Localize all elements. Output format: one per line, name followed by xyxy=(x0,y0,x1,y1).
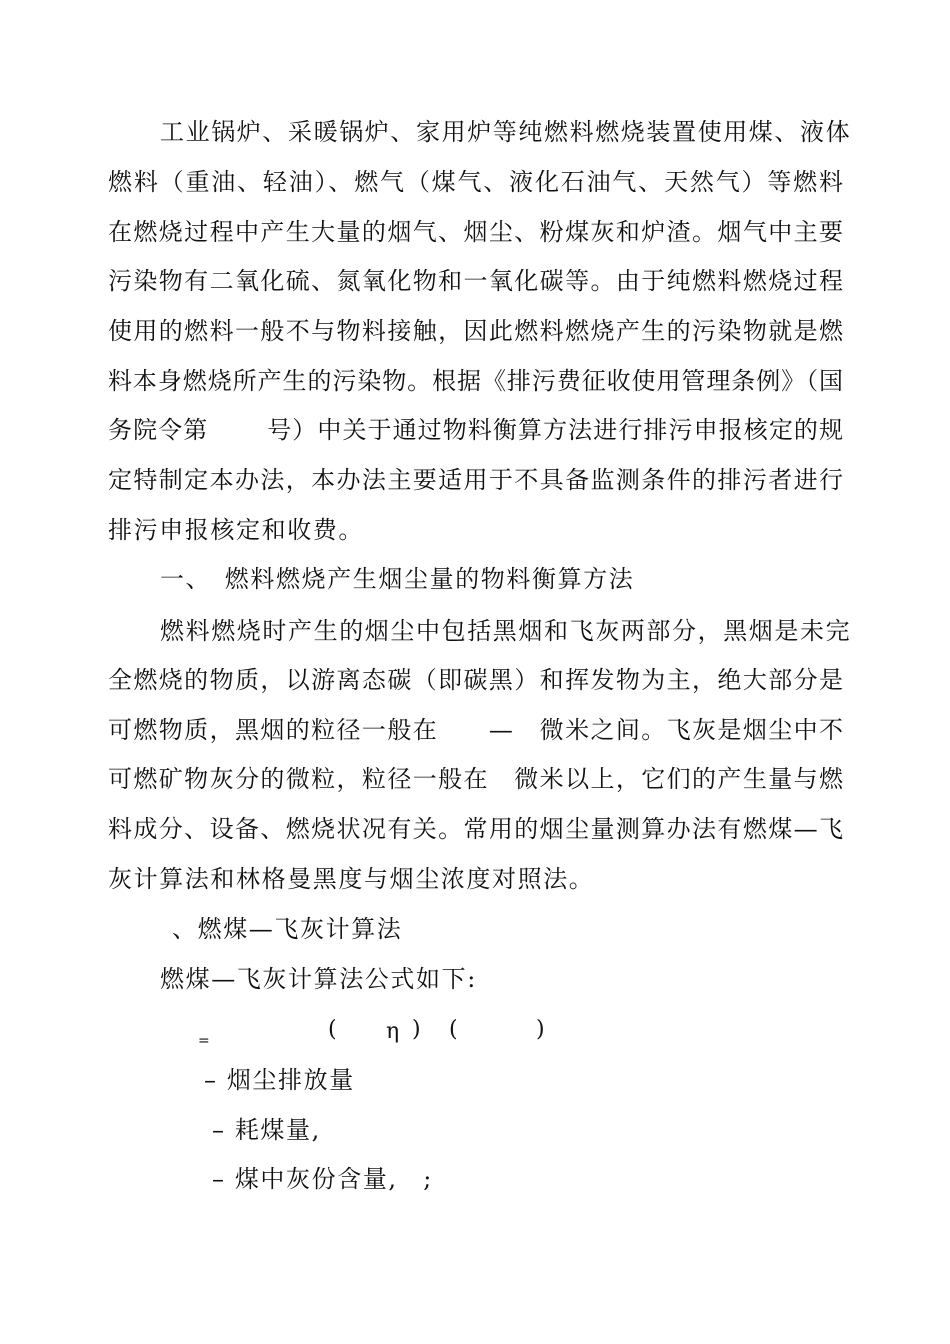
paragraph1-line-6: 料本身燃烧所产生的污染物。根据《排污费征收使用管理条例》（国 xyxy=(108,367,843,395)
paragraph1-line-3: 在燃烧过程中产生大量的烟气、烟尘、粉煤灰和炉渣。烟气中主要 xyxy=(108,218,843,246)
paragraph1-line-5: 使用的燃料一般不与物料接触，因此燃料燃烧产生的污染物就是燃 xyxy=(108,317,843,345)
paragraph1-line-1: 工业锅炉、采暖锅炉、家用炉等纯燃料燃烧装置使用煤、液体 xyxy=(160,118,852,146)
section1-heading: 一、 燃料燃烧产生烟尘量的物料衡算方法 xyxy=(160,565,635,593)
formula-paren-open-1: ( xyxy=(328,1017,337,1042)
definition-ash-content: – 煤中灰份含量, ; xyxy=(212,1165,433,1193)
paragraph2-line-5: 料成分、设备、燃烧状况有关。常用的烟尘量测算办法有燃煤—飞 xyxy=(108,815,843,843)
paragraph2-line-4: 可燃矿物灰分的微粒，粒径一般在 微米以上，它们的产生量与燃 xyxy=(108,765,843,793)
paragraph2-line-6: 灰计算法和林格曼黑度与烟尘浓度对照法。 xyxy=(108,865,595,893)
paragraph1-line-8: 定特制定本办法，本办法主要适用于不具备监测条件的排污者进行 xyxy=(108,466,843,494)
formula-equals: = xyxy=(198,1033,210,1049)
formula-intro: 燃煤—飞灰计算法公式如下: xyxy=(160,965,477,993)
paragraph2-line-3: 可燃物质，黑烟的粒径一般在 — 微米之间。飞灰是烟尘中不 xyxy=(108,716,843,744)
paragraph1-line-9: 排污申报核定和收费。 xyxy=(108,516,364,544)
paragraph1-line-4: 污染物有二氧化硫、氮氧化物和一氧化碳等。由于纯燃料燃烧过程 xyxy=(108,267,843,295)
subsection-heading: 、燃煤—飞灰计算法 xyxy=(172,915,403,943)
paragraph2-line-1: 燃料燃烧时产生的烟尘中包括黑烟和飞灰两部分，黑烟是未完 xyxy=(160,617,852,645)
formula-paren-close-1: ) xyxy=(412,1017,421,1042)
definition-coal-consumption: – 耗煤量, xyxy=(212,1116,321,1144)
formula-paren-open-2: ( xyxy=(449,1017,458,1042)
definition-smoke-emission: – 烟尘排放量 xyxy=(204,1066,355,1094)
paragraph2-line-2: 全燃烧的物质，以游离态碳（即碳黑）和挥发物为主，绝大部分是 xyxy=(108,666,843,694)
paragraph1-line-2: 燃料（重油、轻油）、燃气（煤气、液化石油气、天然气）等燃料 xyxy=(108,168,843,196)
paragraph1-line-7: 务院令第 号）中关于通过物料衡算方法进行排污申报核定的规 xyxy=(108,416,843,444)
formula-eta: η xyxy=(386,1019,400,1044)
formula-paren-close-2: ) xyxy=(536,1017,545,1042)
